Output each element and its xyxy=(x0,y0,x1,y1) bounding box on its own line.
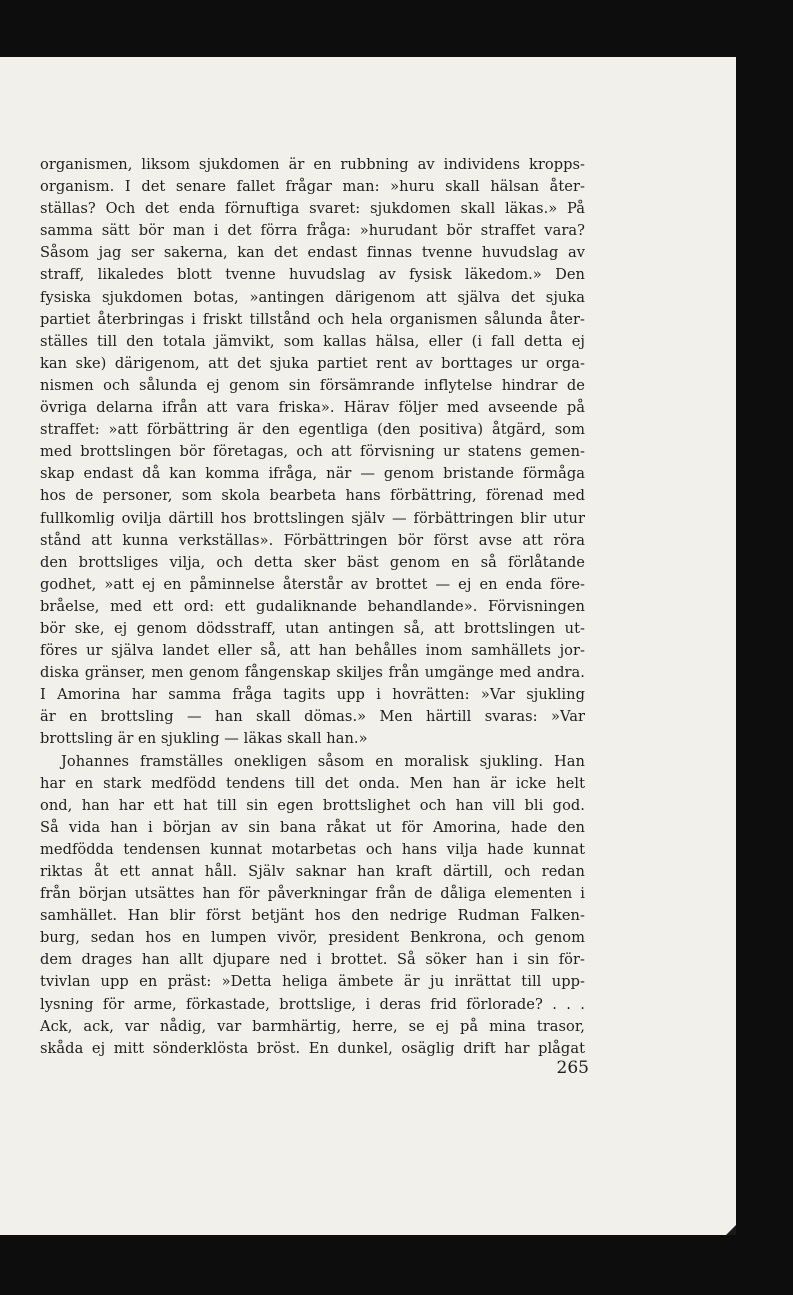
text-line: Ack, ack, var nådig, var barmhärtig, herre, se ej på mina trasor, xyxy=(40,1017,585,1035)
text-line: fysiska sjukdomen botas, »antingen därigenom att själva det sjuka xyxy=(40,288,585,306)
text-line: medfödda tendensen kunnat motarbetas och hans vilja hade kunnat xyxy=(40,840,585,858)
text-line: från början utsättes han för påverkningar från de dåliga elementen i xyxy=(40,885,585,903)
text-line: ställes till den totala jämvikt, som kallas hälsa, eller (i fall detta ej xyxy=(40,332,585,350)
text-line: lysning för arme, förkastade, brottslige, i deras frid förlorade? . . . xyxy=(40,995,585,1013)
text-line: bråelse, med ett ord: ett gudaliknande behandlande». Förvisningen xyxy=(40,597,585,615)
text-line: burg, sedan hos en lumpen vivör, president Benkrona, och genom xyxy=(40,929,585,947)
body-text xyxy=(40,154,585,1060)
text-line: fullkomlig ovilja därtill hos brottslingen själv — förbättringen blir utur xyxy=(40,509,585,527)
text-line: brottsling är en sjukling — läkas skall han.» xyxy=(40,730,368,748)
page-corner-mark xyxy=(726,1225,736,1235)
text-line: bör ske, ej genom dödsstraff, utan antingen så, att brottslingen ut- xyxy=(40,619,585,637)
text-line: Så vida han i början av sin bana råkat ut för Amorina, hade den xyxy=(40,818,585,836)
text-line: godhet, »att ej en påminnelse återstår av brottet — ej en enda före- xyxy=(40,575,585,593)
text-line: samma sätt bör man i det förra fråga: »hurudant bör straffet vara? xyxy=(40,222,585,240)
text-line: organism. I det senare fallet frågar man: »huru skall hälsan åter- xyxy=(40,178,585,196)
text-line: den brottsliges vilja, och detta sker bäst genom en så förlåtande xyxy=(40,553,585,571)
text-line: är en brottsling — han skall dömas.» Men härtill svaras: »Var xyxy=(40,708,585,726)
text-line: samhället. Han blir först betjänt hos den nedrige Rudman Falken- xyxy=(40,907,585,925)
text-line: Johannes framställes onekligen såsom en moralisk sjukling. Han xyxy=(61,752,585,770)
book-page xyxy=(0,57,736,1235)
text-line: övriga delarna ifrån att vara friska». Härav följer med avseende på xyxy=(40,399,585,417)
text-line: nismen och sålunda ej genom sin försämrande inflytelse hindrar de xyxy=(40,376,585,394)
text-line: kan ske) därigenom, att det sjuka partiet rent av borttages ur orga- xyxy=(40,354,585,372)
text-line: diska gränser, men genom fångenskap skiljes från umgänge med andra. xyxy=(40,664,585,682)
text-line: ställas? Och det enda förnuftiga svaret: sjukdomen skall läkas.» På xyxy=(40,200,585,218)
page-number: 265 xyxy=(556,1058,589,1078)
text-line: dem drages han allt djupare ned i brottet. Så söker han i sin för- xyxy=(40,951,585,969)
text-line: skåda ej mitt sönderklösta bröst. En dunkel, osäglig drift har plågat xyxy=(40,1039,585,1057)
text-line: ond, han har ett hat till sin egen brottslighet och han vill bli god. xyxy=(40,796,585,814)
text-line: straff, likaledes blott tvenne huvudslag av fysisk läkedom.» Den xyxy=(40,266,585,284)
text-line: partiet återbringas i friskt tillstånd och hela organismen sålunda åter- xyxy=(40,310,585,328)
text-line: med brottslingen bör företagas, och att förvisning ur statens gemen- xyxy=(40,443,585,461)
text-line: Såsom jag ser sakerna, kan det endast finnas tvenne huvudslag av xyxy=(40,244,585,262)
text-line: riktas åt ett annat håll. Själv saknar han kraft därtill, och redan xyxy=(40,863,585,880)
text-line: tvivlan upp en präst: »Detta heliga ämbete är ju inrättat till upp- xyxy=(40,973,585,991)
text-line: föres ur själva landet eller så, att han behålles inom samhällets jor- xyxy=(40,642,585,660)
text-line: hos de personer, som skola bearbeta hans förbättring, förenad med xyxy=(40,487,585,505)
text-line: straffet: »att förbättring är den egentliga (den positiva) åtgärd, som xyxy=(40,421,585,439)
text-line: organismen, liksom sjukdomen är en rubbning av individens kropps- xyxy=(40,156,585,173)
text-line: har en stark medfödd tendens till det onda. Men han är icke helt xyxy=(40,774,585,792)
text-line: I Amorina har samma fråga tagits upp i hovrätten: »Var sjukling xyxy=(40,686,585,704)
text-line: skap endast då kan komma ifråga, när — genom bristande förmåga xyxy=(40,465,585,483)
text-line: stånd att kunna verkställas». Förbättringen bör först avse att röra xyxy=(40,531,585,549)
